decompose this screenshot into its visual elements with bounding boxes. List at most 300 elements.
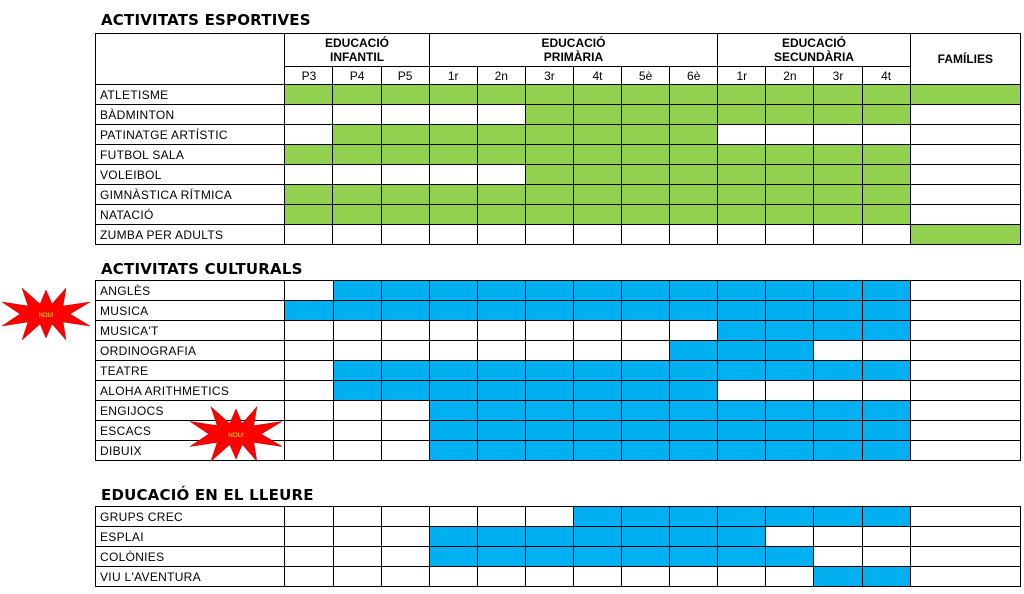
level-header: P4 (333, 67, 381, 85)
availability-cell-filled (718, 421, 766, 441)
activity-name: VIU L'AVENTURA (96, 567, 285, 587)
activity-name: GIMNÀSTICA RÍTMICA (96, 185, 285, 205)
availability-cell-filled (766, 361, 814, 381)
section-title-esportives: ACTIVITATS ESPORTIVES (101, 11, 311, 29)
availability-cell-filled (814, 105, 862, 125)
availability-cell-empty (862, 547, 910, 567)
availability-cell-filled (573, 85, 621, 105)
availability-cell-filled (766, 281, 814, 301)
availability-cell-empty (333, 401, 381, 421)
activity-row (96, 361, 1021, 381)
availability-cell-filled (766, 185, 814, 205)
availability-cell-filled (862, 185, 910, 205)
availability-cell-empty (573, 225, 621, 245)
availability-cell-empty (910, 145, 1020, 165)
level-header: P5 (381, 67, 429, 85)
availability-cell-empty (381, 567, 429, 587)
availability-cell-empty (477, 341, 525, 361)
availability-cell-filled (429, 547, 477, 567)
activity-row (96, 567, 1021, 587)
availability-cell-empty (477, 165, 525, 185)
availability-cell-empty (525, 225, 573, 245)
availability-cell-filled (333, 381, 381, 401)
availability-cell-empty (477, 567, 525, 587)
availability-cell-filled (429, 85, 477, 105)
availability-cell-filled (333, 301, 381, 321)
availability-cell-filled (862, 85, 910, 105)
availability-cell-empty (910, 281, 1020, 301)
availability-cell-filled (333, 205, 381, 225)
availability-cell-filled (429, 381, 477, 401)
availability-cell-empty (622, 567, 670, 587)
availability-cell-filled (910, 225, 1020, 245)
availability-cell-filled (429, 205, 477, 225)
availability-cell-empty (429, 567, 477, 587)
availability-cell-filled (622, 547, 670, 567)
availability-cell-filled (381, 301, 429, 321)
availability-cell-empty (285, 441, 333, 461)
availability-cell-empty (573, 341, 621, 361)
availability-cell-filled (429, 185, 477, 205)
availability-cell-filled (622, 381, 670, 401)
level-header: 3r (525, 67, 573, 85)
availability-cell-empty (285, 507, 333, 527)
availability-cell-filled (718, 105, 766, 125)
availability-cell-empty (525, 341, 573, 361)
activity-name: ALOHA ARITHMETICS (96, 381, 285, 401)
availability-cell-empty (910, 301, 1020, 321)
availability-cell-empty (862, 125, 910, 145)
activity-row (96, 165, 1021, 185)
availability-cell-filled (333, 361, 381, 381)
availability-cell-filled (718, 145, 766, 165)
availability-cell-empty (862, 225, 910, 245)
availability-cell-filled (670, 85, 718, 105)
availability-cell-empty (333, 341, 381, 361)
availability-cell-filled (525, 105, 573, 125)
availability-cell-empty (477, 321, 525, 341)
availability-cell-filled (333, 145, 381, 165)
availability-cell-empty (285, 105, 333, 125)
availability-cell-empty (381, 401, 429, 421)
availability-cell-filled (429, 361, 477, 381)
availability-cell-filled (814, 301, 862, 321)
availability-cell-filled (622, 441, 670, 461)
availability-cell-filled (622, 281, 670, 301)
availability-cell-empty (718, 567, 766, 587)
availability-cell-filled (573, 105, 621, 125)
availability-cell-empty (670, 225, 718, 245)
availability-cell-empty (285, 567, 333, 587)
availability-cell-filled (814, 507, 862, 527)
availability-cell-filled (862, 165, 910, 185)
availability-cell-empty (862, 341, 910, 361)
availability-cell-filled (814, 165, 862, 185)
availability-cell-filled (381, 145, 429, 165)
availability-cell-empty (622, 321, 670, 341)
availability-cell-filled (525, 361, 573, 381)
availability-cell-filled (622, 507, 670, 527)
availability-cell-empty (333, 441, 381, 461)
availability-cell-filled (622, 205, 670, 225)
availability-cell-filled (525, 185, 573, 205)
availability-cell-filled (718, 205, 766, 225)
availability-cell-empty (766, 567, 814, 587)
activity-name: ORDINOGRAFIA (96, 341, 285, 361)
availability-cell-filled (862, 401, 910, 421)
availability-cell-empty (381, 165, 429, 185)
availability-cell-filled (718, 361, 766, 381)
availability-cell-filled (862, 321, 910, 341)
availability-cell-filled (766, 145, 814, 165)
availability-cell-filled (622, 527, 670, 547)
availability-cell-filled (381, 281, 429, 301)
availability-cell-filled (670, 301, 718, 321)
availability-cell-filled (525, 85, 573, 105)
availability-cell-filled (766, 401, 814, 421)
activity-row (96, 341, 1021, 361)
availability-cell-filled (622, 401, 670, 421)
availability-cell-empty (910, 321, 1020, 341)
availability-cell-empty (381, 507, 429, 527)
activity-name: MUSICA (96, 301, 285, 321)
availability-cell-filled (766, 441, 814, 461)
availability-cell-empty (333, 421, 381, 441)
availability-cell-filled (670, 421, 718, 441)
availability-cell-filled (285, 185, 333, 205)
availability-cell-empty (910, 381, 1020, 401)
activity-name: GRUPS CREC (96, 507, 285, 527)
availability-cell-filled (573, 401, 621, 421)
availability-cell-filled (573, 527, 621, 547)
availability-cell-filled (670, 381, 718, 401)
availability-cell-empty (622, 225, 670, 245)
availability-cell-filled (477, 401, 525, 421)
table-esportives (95, 33, 1021, 245)
availability-cell-filled (477, 281, 525, 301)
availability-cell-filled (525, 301, 573, 321)
group-families: FAMÍLIES (910, 34, 1020, 85)
activity-name: ESPLAI (96, 527, 285, 547)
availability-cell-filled (525, 401, 573, 421)
availability-cell-empty (814, 527, 862, 547)
availability-cell-empty (862, 527, 910, 547)
availability-cell-filled (670, 401, 718, 421)
availability-cell-filled (670, 125, 718, 145)
availability-cell-empty (285, 125, 333, 145)
level-header: 4t (573, 67, 621, 85)
level-header: 2n (766, 67, 814, 85)
availability-cell-filled (862, 301, 910, 321)
availability-cell-filled (381, 381, 429, 401)
availability-cell-filled (814, 205, 862, 225)
availability-cell-filled (573, 185, 621, 205)
availability-cell-filled (766, 341, 814, 361)
availability-cell-filled (477, 547, 525, 567)
availability-cell-empty (910, 185, 1020, 205)
availability-cell-empty (429, 165, 477, 185)
activity-row (96, 105, 1021, 125)
availability-cell-filled (766, 165, 814, 185)
availability-cell-filled (814, 145, 862, 165)
availability-cell-filled (910, 85, 1020, 105)
availability-cell-filled (573, 421, 621, 441)
availability-cell-filled (573, 547, 621, 567)
level-header: 1r (718, 67, 766, 85)
availability-cell-filled (525, 527, 573, 547)
availability-cell-empty (333, 567, 381, 587)
activity-row (96, 547, 1021, 567)
availability-cell-filled (814, 281, 862, 301)
availability-cell-filled (525, 281, 573, 301)
activity-name: MUSICA'T (96, 321, 285, 341)
availability-cell-filled (477, 421, 525, 441)
availability-cell-empty (285, 165, 333, 185)
availability-cell-filled (862, 421, 910, 441)
activity-name: TEATRE (96, 361, 285, 381)
availability-cell-empty (285, 361, 333, 381)
availability-cell-empty (333, 321, 381, 341)
availability-cell-filled (622, 105, 670, 125)
activity-row (96, 145, 1021, 165)
availability-cell-filled (429, 401, 477, 421)
availability-cell-empty (622, 341, 670, 361)
availability-cell-empty (910, 567, 1020, 587)
availability-cell-empty (381, 547, 429, 567)
level-header: 2n (477, 67, 525, 85)
level-header: 6è (670, 67, 718, 85)
availability-cell-empty (766, 125, 814, 145)
availability-cell-filled (477, 381, 525, 401)
availability-cell-empty (333, 105, 381, 125)
activity-name: BÀDMINTON (96, 105, 285, 125)
availability-cell-filled (573, 205, 621, 225)
availability-cell-empty (381, 225, 429, 245)
activity-row (96, 321, 1021, 341)
availability-cell-filled (718, 341, 766, 361)
availability-cell-filled (477, 185, 525, 205)
availability-cell-filled (525, 145, 573, 165)
availability-cell-filled (862, 145, 910, 165)
availability-cell-filled (573, 301, 621, 321)
availability-cell-empty (333, 547, 381, 567)
availability-cell-filled (477, 301, 525, 321)
availability-cell-filled (718, 321, 766, 341)
level-header: 3r (814, 67, 862, 85)
availability-cell-empty (718, 381, 766, 401)
availability-cell-filled (718, 301, 766, 321)
activity-name: FUTBOL SALA (96, 145, 285, 165)
availability-cell-empty (429, 341, 477, 361)
availability-cell-filled (814, 85, 862, 105)
availability-cell-filled (718, 85, 766, 105)
availability-cell-empty (381, 105, 429, 125)
availability-cell-empty (333, 225, 381, 245)
availability-cell-filled (814, 321, 862, 341)
availability-cell-filled (718, 281, 766, 301)
availability-cell-empty (285, 401, 333, 421)
availability-cell-filled (814, 441, 862, 461)
activity-name: PATINATGE ARTÍSTIC (96, 125, 285, 145)
availability-cell-filled (766, 105, 814, 125)
activity-row (96, 527, 1021, 547)
availability-cell-filled (766, 507, 814, 527)
availability-cell-empty (285, 281, 333, 301)
availability-cell-filled (718, 527, 766, 547)
availability-cell-filled (525, 421, 573, 441)
availability-cell-filled (477, 441, 525, 461)
group-primaria: EDUCACIÓ PRIMÀRIA (429, 34, 718, 67)
availability-cell-empty (285, 341, 333, 361)
activity-name: ATLETISME (96, 85, 285, 105)
availability-cell-empty (910, 507, 1020, 527)
availability-cell-filled (333, 185, 381, 205)
activity-row (96, 205, 1021, 225)
availability-cell-empty (910, 205, 1020, 225)
availability-cell-filled (525, 547, 573, 567)
availability-cell-filled (766, 301, 814, 321)
level-header: P3 (285, 67, 333, 85)
availability-cell-empty (670, 321, 718, 341)
availability-cell-filled (573, 165, 621, 185)
availability-cell-empty (862, 381, 910, 401)
availability-cell-filled (429, 301, 477, 321)
availability-cell-empty (333, 527, 381, 547)
availability-cell-empty (429, 507, 477, 527)
table-lleure (95, 506, 1021, 587)
availability-cell-empty (333, 165, 381, 185)
availability-cell-filled (333, 125, 381, 145)
availability-cell-empty (285, 321, 333, 341)
availability-cell-filled (622, 301, 670, 321)
availability-cell-filled (333, 85, 381, 105)
nou-badge-label: NOU! (38, 313, 54, 319)
availability-cell-filled (766, 547, 814, 567)
availability-cell-filled (718, 547, 766, 567)
activity-row (96, 381, 1021, 401)
availability-cell-filled (766, 321, 814, 341)
availability-cell-empty (766, 527, 814, 547)
availability-cell-empty (814, 225, 862, 245)
availability-cell-empty (381, 341, 429, 361)
availability-cell-empty (285, 547, 333, 567)
activity-row (96, 125, 1021, 145)
availability-cell-empty (285, 225, 333, 245)
availability-cell-empty (910, 361, 1020, 381)
availability-cell-filled (525, 165, 573, 185)
availability-cell-empty (766, 225, 814, 245)
availability-cell-empty (910, 105, 1020, 125)
availability-cell-empty (381, 321, 429, 341)
level-header: 1r (429, 67, 477, 85)
availability-cell-filled (573, 507, 621, 527)
availability-cell-filled (573, 381, 621, 401)
availability-cell-empty (814, 547, 862, 567)
activity-name: COLÒNIES (96, 547, 285, 567)
availability-cell-empty (333, 507, 381, 527)
availability-cell-filled (862, 361, 910, 381)
availability-cell-filled (573, 441, 621, 461)
availability-cell-empty (910, 527, 1020, 547)
corner-cell (96, 34, 285, 85)
availability-cell-filled (381, 185, 429, 205)
availability-cell-filled (285, 85, 333, 105)
availability-cell-filled (622, 125, 670, 145)
availability-cell-empty (718, 225, 766, 245)
availability-cell-filled (381, 361, 429, 381)
availability-cell-empty (910, 421, 1020, 441)
availability-cell-empty (477, 225, 525, 245)
availability-cell-filled (525, 381, 573, 401)
activity-row (96, 85, 1021, 105)
availability-cell-filled (622, 165, 670, 185)
activity-name: DIBUIX (96, 441, 285, 461)
availability-cell-filled (862, 507, 910, 527)
availability-cell-filled (477, 145, 525, 165)
availability-cell-filled (477, 125, 525, 145)
availability-cell-filled (766, 205, 814, 225)
availability-cell-filled (477, 85, 525, 105)
availability-cell-empty (910, 547, 1020, 567)
availability-cell-filled (670, 507, 718, 527)
availability-cell-filled (622, 85, 670, 105)
availability-cell-filled (670, 185, 718, 205)
availability-cell-empty (525, 321, 573, 341)
availability-cell-filled (573, 281, 621, 301)
availability-cell-filled (670, 361, 718, 381)
activity-row (96, 281, 1021, 301)
availability-cell-filled (429, 281, 477, 301)
section-title-lleure: EDUCACIÓ EN EL LLEURE (101, 486, 314, 504)
nou-badge-label: NOU! (228, 432, 244, 440)
activity-name: ANGLÈS (96, 281, 285, 301)
availability-cell-filled (525, 125, 573, 145)
availability-cell-empty (910, 441, 1020, 461)
availability-cell-filled (862, 205, 910, 225)
availability-cell-empty (910, 125, 1020, 145)
availability-cell-filled (573, 145, 621, 165)
activity-name: VOLEIBOL (96, 165, 285, 185)
availability-cell-filled (429, 527, 477, 547)
availability-cell-filled (766, 85, 814, 105)
availability-cell-filled (429, 145, 477, 165)
activity-row (96, 225, 1021, 245)
activity-name: ZUMBA PER ADULTS (96, 225, 285, 245)
availability-cell-filled (573, 361, 621, 381)
availability-cell-filled (477, 361, 525, 381)
availability-cell-filled (573, 125, 621, 145)
availability-cell-filled (622, 421, 670, 441)
availability-cell-empty (525, 567, 573, 587)
availability-cell-empty (381, 441, 429, 461)
availability-cell-filled (670, 527, 718, 547)
availability-cell-filled (814, 185, 862, 205)
availability-cell-filled (670, 205, 718, 225)
level-header: 5è (622, 67, 670, 85)
availability-cell-filled (670, 341, 718, 361)
activity-row (96, 301, 1021, 321)
availability-cell-filled (622, 145, 670, 165)
availability-cell-filled (285, 301, 333, 321)
availability-cell-filled (814, 361, 862, 381)
availability-cell-empty (718, 125, 766, 145)
group-infantil: EDUCACIÓ INFANTIL (285, 34, 429, 67)
availability-cell-filled (429, 421, 477, 441)
activity-name: ESCACS (96, 421, 285, 441)
availability-cell-filled (862, 105, 910, 125)
availability-cell-filled (862, 281, 910, 301)
availability-cell-empty (525, 507, 573, 527)
